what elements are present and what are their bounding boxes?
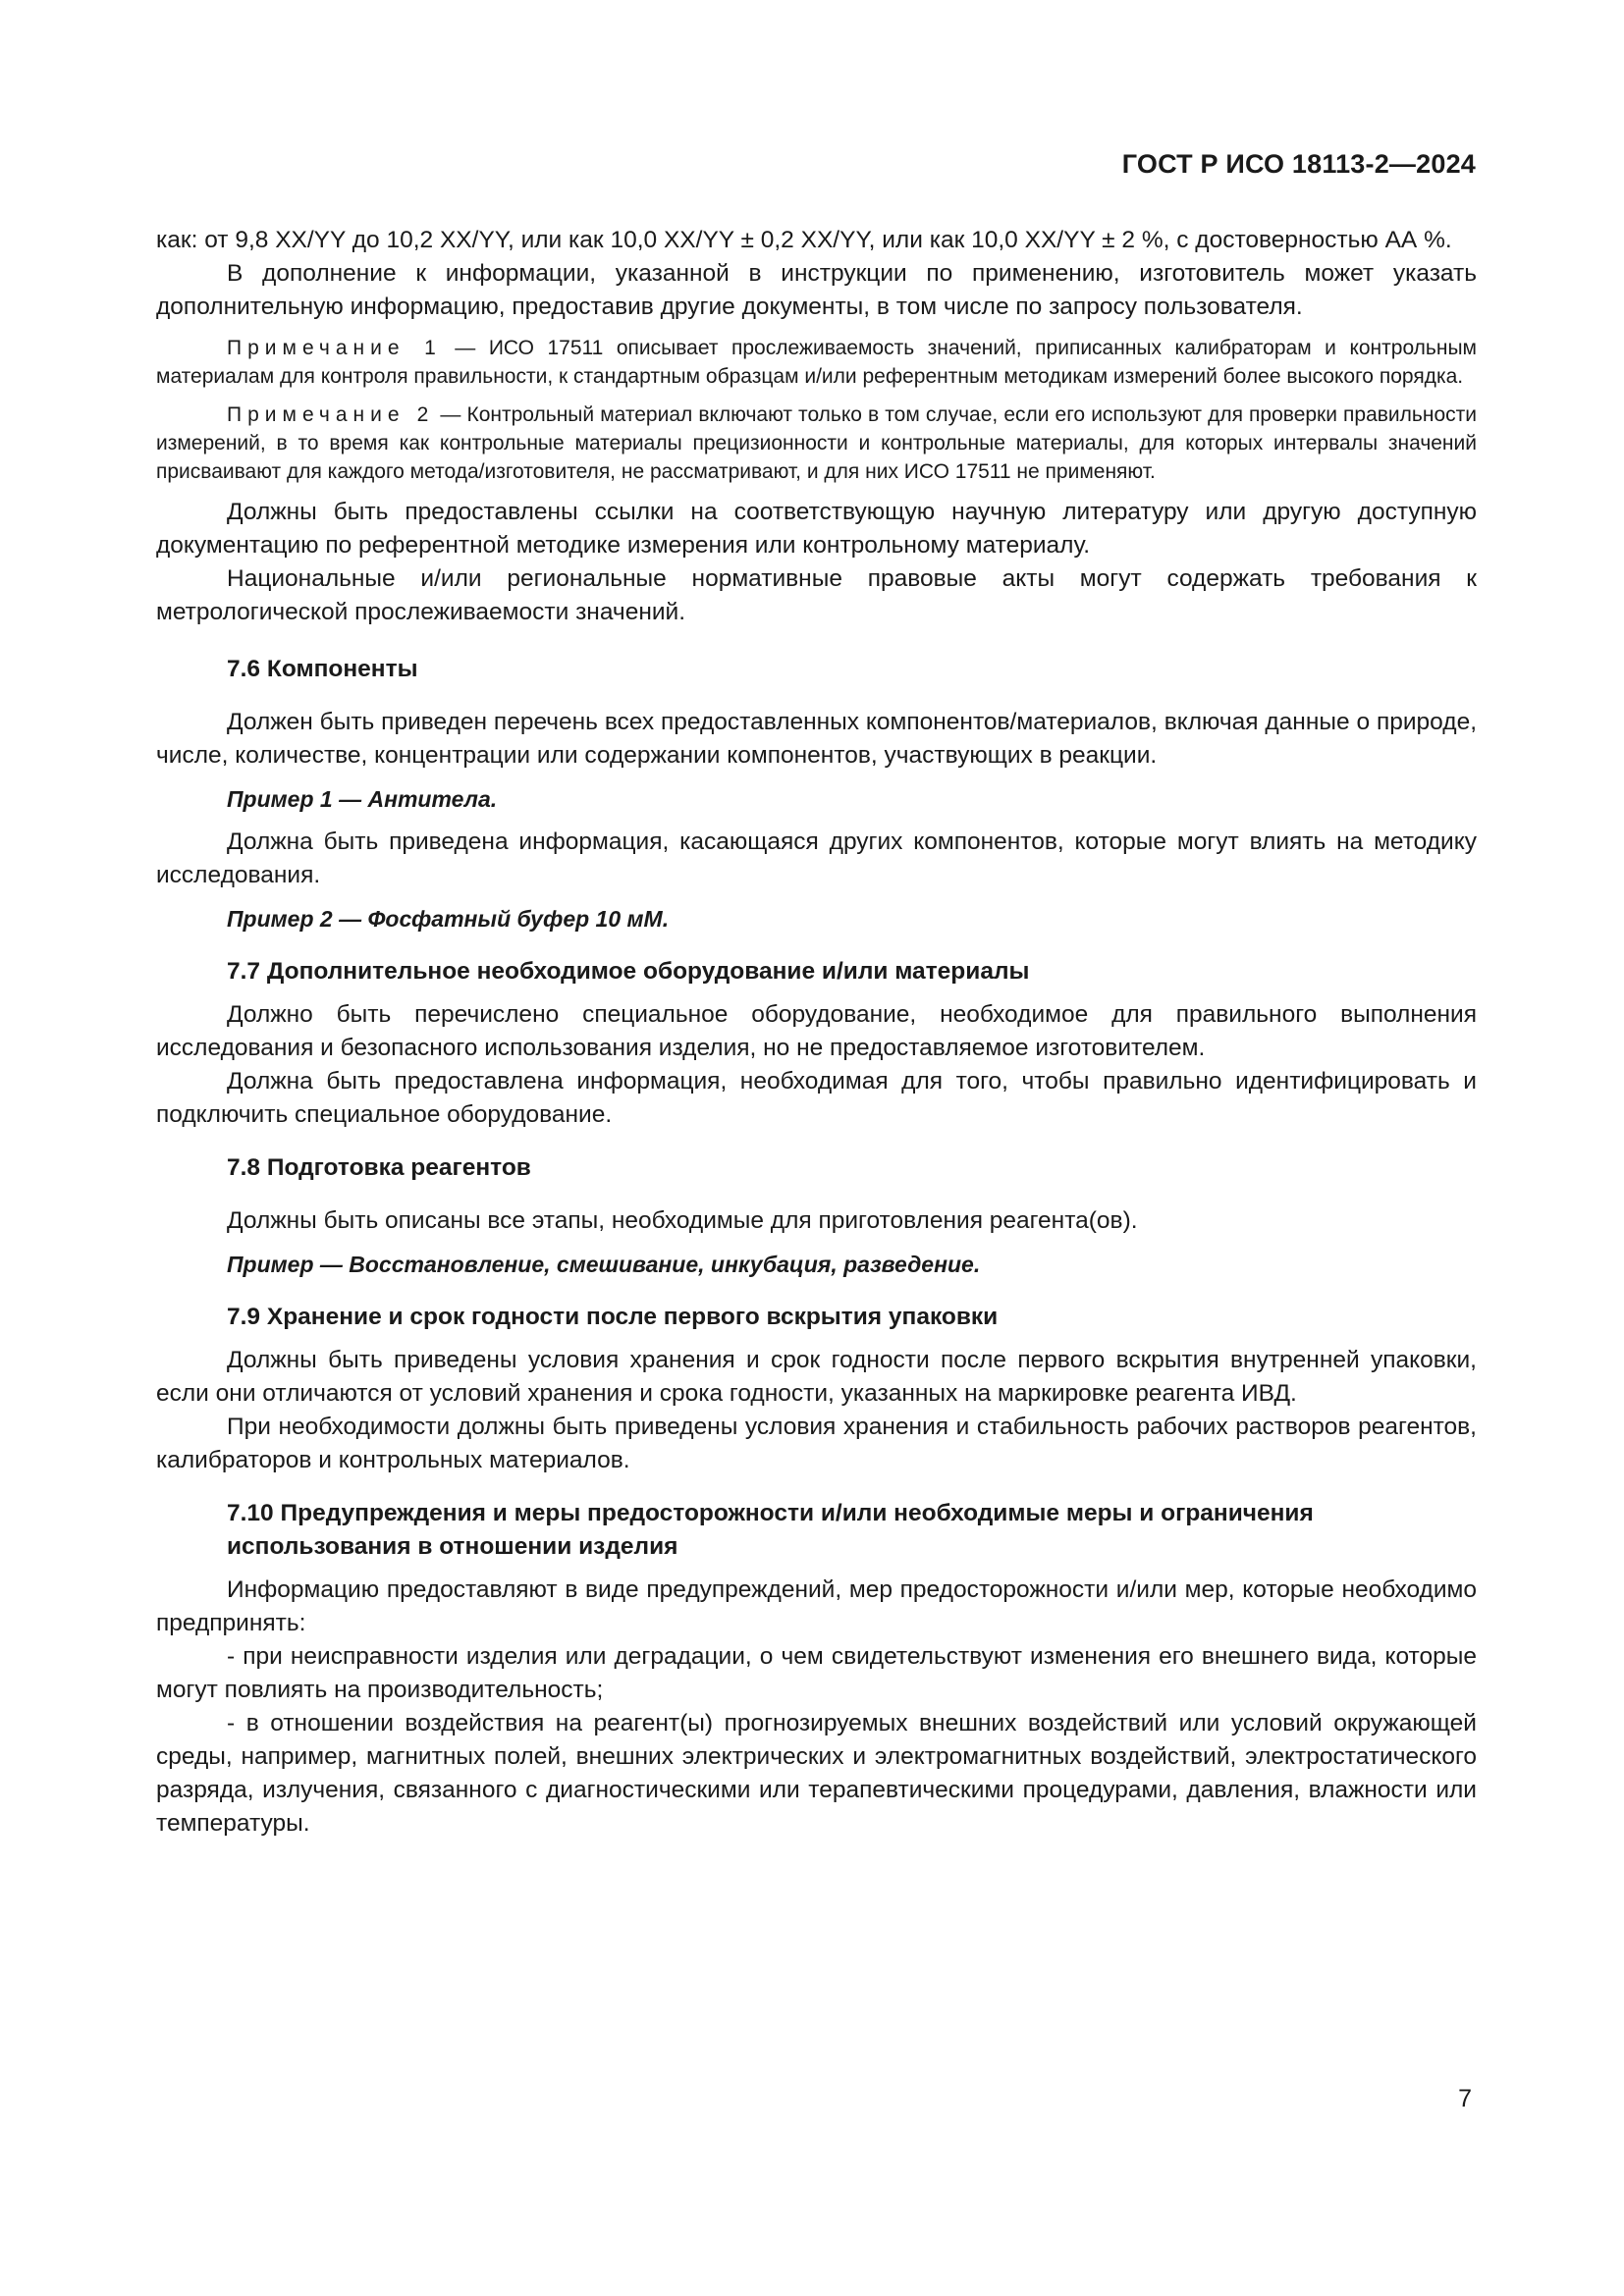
note-1 xyxy=(156,334,1477,391)
note-text: — ИСО 17511 описывает прослеживаемость значений, приписанных калибраторам и контрольным материалам для контроля правильности, к стандартным образцам и/или референтным методикам измерений более высокого порядка. xyxy=(156,337,1477,388)
section-heading: 7.8 Подготовка реагентов xyxy=(227,1154,531,1181)
section-heading: 7.10 Предупреждения и меры предосторожности и/или необходимые меры и ограничения использования в отношении изделия xyxy=(227,1500,1314,1560)
note-label: Примечание 1 xyxy=(227,337,442,359)
example: Пример — Восстановление, смешивание, инкубация, разведение. xyxy=(227,1252,981,1277)
section-heading: 7.9 Хранение и срок годности после первого вскрытия упаковки xyxy=(227,1304,999,1330)
paragraph: Должна быть предоставлена информация, необходимая для того, чтобы правильно идентифицировать и подключить специальное оборудование. xyxy=(156,1068,1477,1128)
paragraph: Должно быть перечислено специальное оборудование, необходимое для правильного выполнения исследования и безопасного использования изделия, но не предоставляемое изготовителем. xyxy=(156,1001,1477,1061)
note-2 xyxy=(156,400,1477,486)
list-item: - в отношении воздействия на реагент(ы) прогнозируемых внешних воздействий или условий окружающей среды, например, магнитных полей, внешних электрических и электромагнитных воздействий, электростатического разряда, излучения, связанного с диагностическими или терапевтическими процедурами, давления, влажности или температуры. xyxy=(156,1710,1477,1837)
paragraph: Информацию предоставляют в виде предупреждений, мер предосторожности и/или мер, которые необходимо предпринять: xyxy=(156,1576,1477,1636)
paragraph: Должны быть приведены условия хранения и срок годности после первого вскрытия внутренней упаковки, если они отличаются от условий хранения и срока годности, указанных на маркировке реагента ИВД. xyxy=(156,1347,1477,1407)
paragraph: Национальные и/или региональные нормативные правовые акты могут содержать требования к метрологической прослеживаемости значений. xyxy=(156,565,1477,625)
note-text: — Контрольный материал включают только в том случае, если его используют для проверки правильности измерений, в то время как контрольные материалы прецизионности и контрольные материалы, для которых интервалы значений присваивают для каждого метода/изготовителя, не рассматривают, и для них ИСО 17511 не применяют. xyxy=(156,403,1477,483)
paragraph: Должны быть предоставлены ссылки на соответствующую научную литературу или другую доступную документацию по референтной методике измерения или контрольному материалу. xyxy=(156,499,1477,559)
page-number: 7 xyxy=(1458,2085,1472,2112)
example: Пример 2 — Фосфатный буфер 10 мМ. xyxy=(227,906,670,932)
example: Пример 1 — Антитела. xyxy=(227,786,498,812)
paragraph: При необходимости должны быть приведены условия хранения и стабильность рабочих растворов реагентов, калибраторов и контрольных материалов. xyxy=(156,1414,1477,1473)
paragraph: В дополнение к информации, указанной в инструкции по применению, изготовитель может указать дополнительную информацию, предоставив другие документы, в том числе по запросу пользователя. xyxy=(156,260,1477,320)
section-heading: 7.7 Дополнительное необходимое оборудование и/или материалы xyxy=(227,958,1030,985)
paragraph: Должны быть описаны все этапы, необходимые для приготовления реагента(ов). xyxy=(227,1207,1138,1234)
document-header: ГОСТ Р ИСО 18113-2—2024 xyxy=(1121,149,1476,179)
paragraph-continuation: как: от 9,8 XX/YY до 10,2 XX/YY, или как 10,0 XX/YY ± 0,2 XX/YY, или как 10,0 XX/YY ± 2 %, с достоверностью АА %. xyxy=(156,227,1452,253)
list-item: - при неисправности изделия или деградации, о чем свидетельствуют изменения его внешнего вида, которые могут повлиять на производительность; xyxy=(156,1643,1477,1703)
page-body xyxy=(156,224,1477,1841)
paragraph: Должна быть приведена информация, касающаяся других компонентов, которые могут влиять на методику исследования. xyxy=(156,828,1477,888)
note-label: Примечание 2 xyxy=(227,403,435,426)
paragraph: Должен быть приведен перечень всех предоставленных компонентов/материалов, включая данные о природе, числе, количестве, концентрации или содержании компонентов, участвующих в реакции. xyxy=(156,709,1477,769)
section-heading: 7.6 Компоненты xyxy=(227,656,418,682)
